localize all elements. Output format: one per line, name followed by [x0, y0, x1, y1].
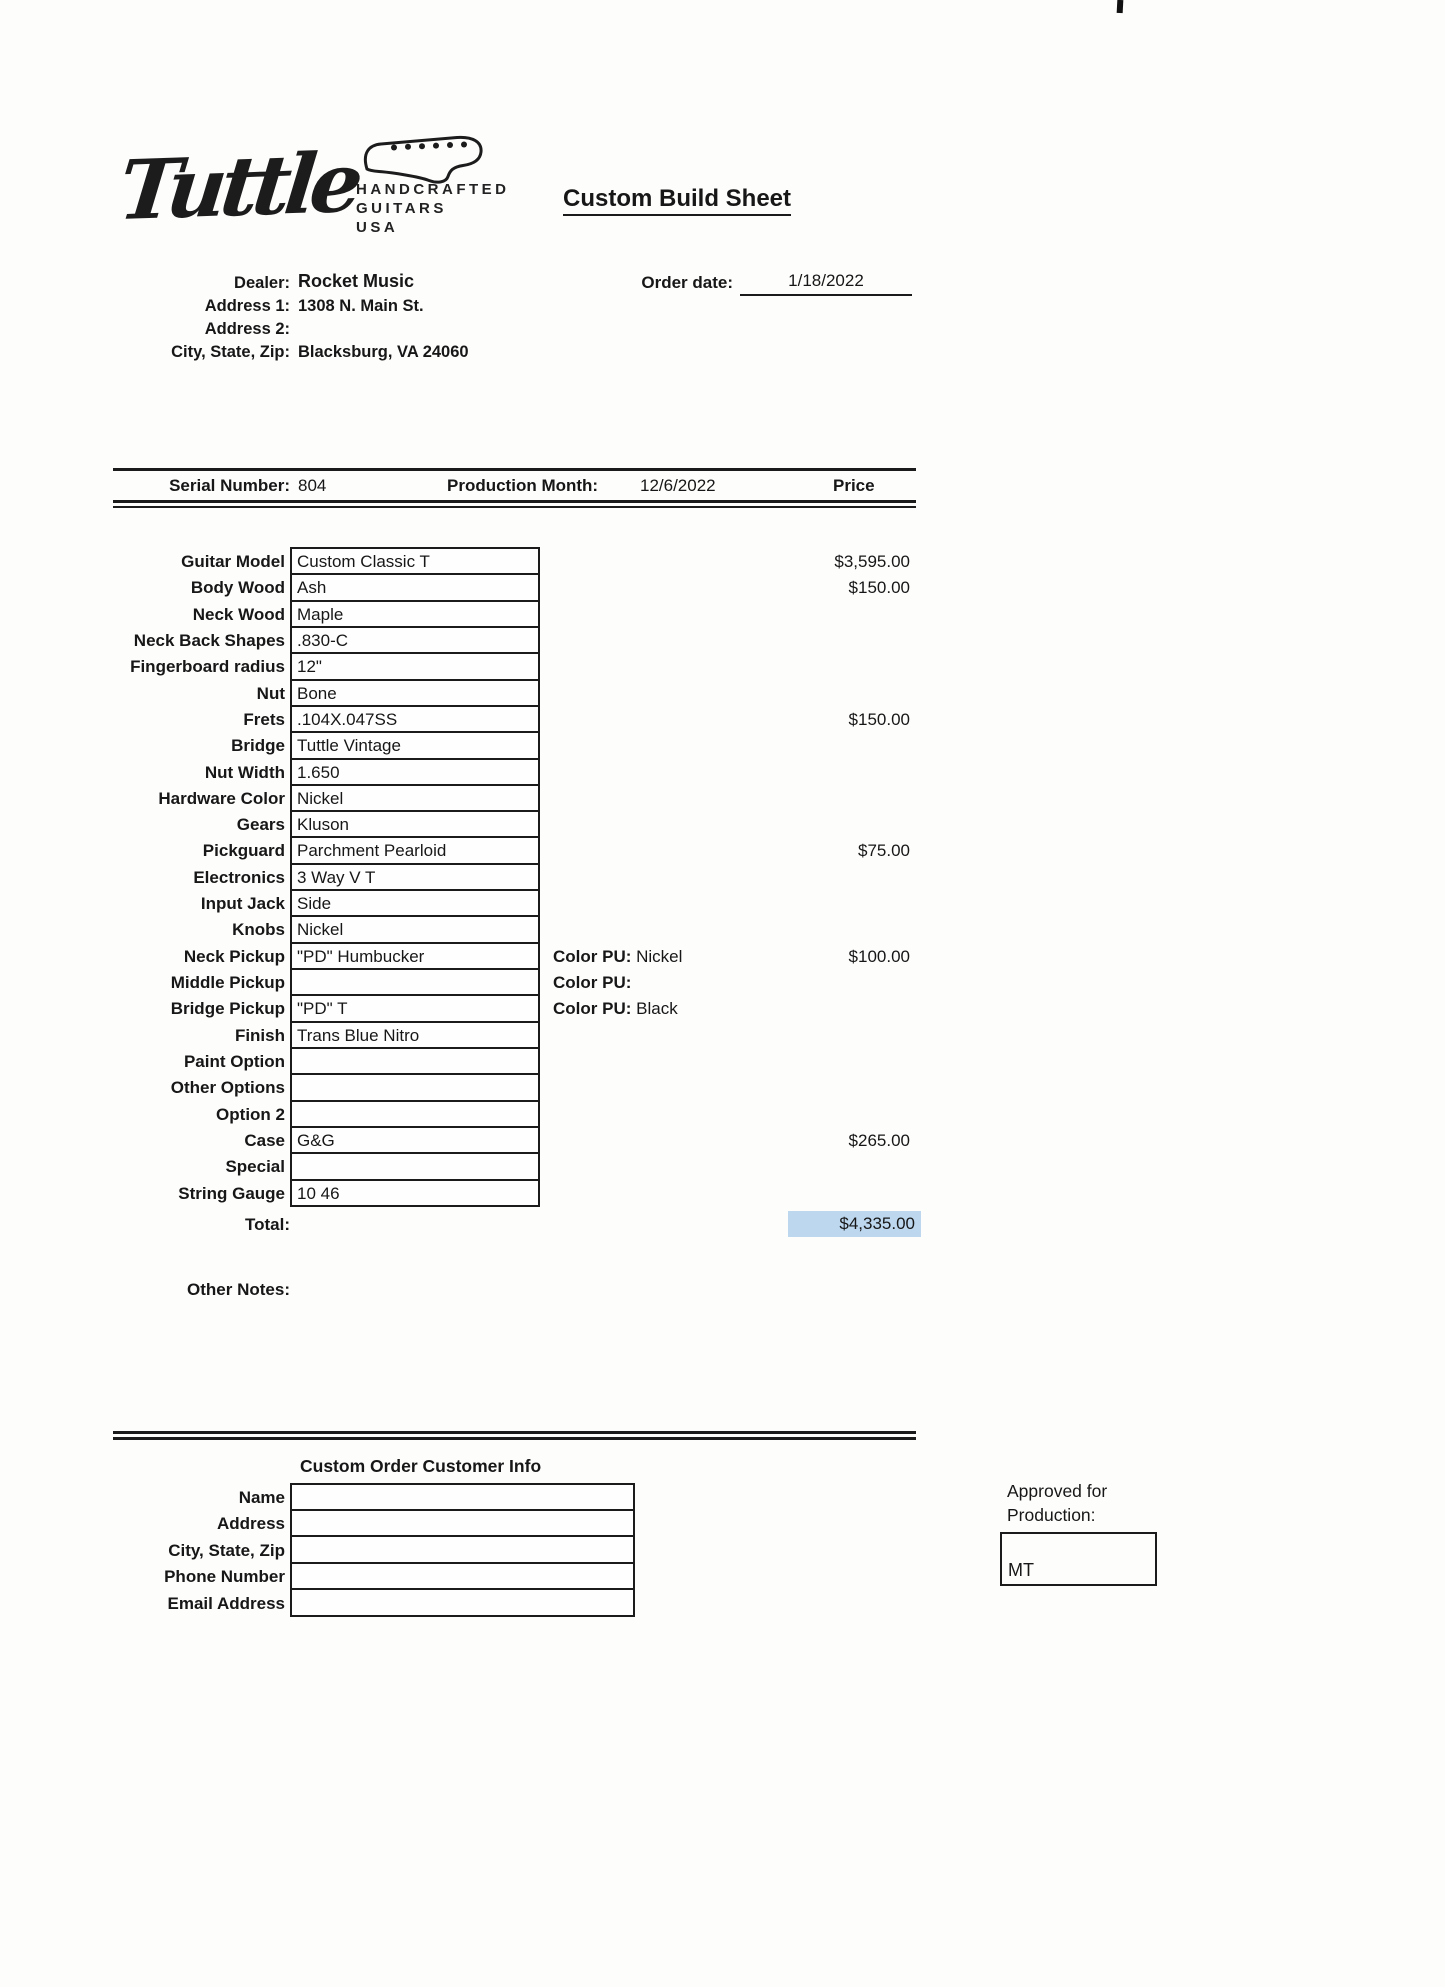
spec-color-pu [540, 654, 765, 680]
spec-color-pu [540, 707, 765, 733]
spec-field-label: Nut [256, 683, 285, 703]
spec-value-field: Kluson [290, 810, 540, 838]
logo-tagline-line2: GUITARS [356, 200, 447, 217]
spec-color-pu [540, 865, 765, 891]
spec-field-label: Neck Wood [192, 604, 285, 624]
spec-price [765, 865, 910, 891]
spec-field-label: Pickguard [202, 841, 285, 861]
guitar-headstock-icon [360, 134, 490, 186]
total-label: Total: [244, 1215, 290, 1234]
spec-value-field: .830-C [290, 626, 540, 654]
spec-field-label: Nut Width [204, 762, 285, 782]
color-pu-value: Nickel [636, 946, 683, 966]
spec-value-field: .104X.047SS [290, 705, 540, 733]
spec-field-label: Neck Pickup [183, 946, 285, 966]
approved-for-label-line2: Production: [1007, 1505, 1096, 1525]
spec-row [115, 917, 910, 943]
spec-price [765, 970, 910, 996]
spec-value-field: 3 Way V T [290, 863, 540, 891]
customer-info-table [115, 1485, 640, 1617]
spec-price [765, 891, 910, 917]
price-column-header: Price [833, 476, 875, 495]
spec-color-pu [540, 786, 765, 812]
total-price-box: $4,335.00 [788, 1211, 921, 1237]
spec-row [115, 786, 910, 812]
spec-field-label: Gears [236, 815, 285, 835]
spec-color-pu [540, 996, 765, 1022]
spec-color-pu [540, 1023, 765, 1049]
logo-tagline [356, 180, 510, 237]
customer-field-label: Email Address [167, 1593, 285, 1613]
spec-row [115, 1049, 910, 1075]
serial-number-value: 804 [298, 476, 327, 495]
dealer-label: Dealer: [234, 274, 290, 292]
spec-price [765, 1154, 910, 1180]
spec-field-label: Bridge Pickup [170, 999, 285, 1019]
spec-field-label: Option 2 [216, 1104, 285, 1124]
address1-label: Address 1: [204, 297, 290, 315]
spec-color-pu [540, 891, 765, 917]
serial-bar-bottom-rule-2 [113, 506, 916, 508]
spec-color-pu [540, 681, 765, 707]
customer-info-row [115, 1591, 640, 1617]
spec-row [115, 970, 910, 996]
spec-row [115, 549, 910, 575]
spec-value-field [290, 1073, 540, 1101]
spec-field-label: Fingerboard radius [130, 657, 285, 677]
spec-field-label: Body Wood [190, 578, 285, 598]
spec-value-field: Custom Classic T [290, 547, 540, 575]
customer-info-row [115, 1485, 640, 1511]
customer-value-field [290, 1535, 635, 1564]
customer-value-field [290, 1562, 635, 1591]
customer-info-row [115, 1511, 640, 1537]
spec-color-pu [540, 917, 765, 943]
spec-row [115, 707, 910, 733]
spec-price [765, 812, 910, 838]
spec-color-pu [540, 760, 765, 786]
spec-field-label: Case [244, 1130, 285, 1150]
customer-value-field [290, 1588, 635, 1617]
spec-row [115, 760, 910, 786]
approved-initials: MT [1008, 1560, 1034, 1580]
city-state-zip-value: Blacksburg, VA 24060 [298, 343, 469, 361]
logo-tagline-line3: USA [356, 219, 399, 236]
spec-row [115, 1023, 910, 1049]
spec-field-label: String Gauge [178, 1183, 285, 1203]
dealer-value: Rocket Music [298, 271, 415, 291]
spec-price: $75.00 [858, 841, 910, 861]
spec-table [115, 549, 910, 1207]
spec-field-label: Input Jack [200, 894, 285, 914]
spec-row [115, 681, 910, 707]
customer-field-label: City, State, Zip [168, 1540, 285, 1560]
spec-value-field: Nickel [290, 784, 540, 812]
spec-row [115, 1075, 910, 1101]
spec-color-pu [540, 602, 765, 628]
spec-field-label: Finish [234, 1025, 285, 1045]
spec-price [765, 786, 910, 812]
scan-artifact-mark [1117, 0, 1124, 13]
spec-value-field: "PD" T [290, 994, 540, 1022]
spec-value-field: Parchment Pearloid [290, 836, 540, 864]
spec-price [765, 1102, 910, 1128]
production-month-label: Production Month: [447, 476, 599, 495]
spec-field-label: Frets [243, 709, 285, 729]
spec-value-field: Ash [290, 573, 540, 601]
spec-color-pu [540, 1181, 765, 1207]
spec-row [115, 1154, 910, 1180]
section-divider-rule-2 [113, 1437, 916, 1440]
spec-price: $150.00 [848, 709, 910, 729]
spec-value-field: Trans Blue Nitro [290, 1021, 540, 1049]
spec-field-label: Other Options [170, 1078, 285, 1098]
spec-row [115, 575, 910, 601]
spec-value-field: 12" [290, 652, 540, 680]
spec-row [115, 602, 910, 628]
spec-price [765, 681, 910, 707]
spec-row [115, 996, 910, 1022]
spec-row [115, 865, 910, 891]
spec-value-field [290, 1152, 540, 1180]
spec-color-pu [540, 549, 765, 575]
spec-color-pu [540, 970, 765, 996]
customer-field-label: Phone Number [164, 1567, 285, 1587]
spec-color-pu [540, 838, 765, 864]
spec-value-field: Tuttle Vintage [290, 731, 540, 759]
spec-value-field: 1.650 [290, 758, 540, 786]
order-date-label: Order date: [641, 273, 733, 292]
color-pu-label: Color PU: [553, 946, 632, 966]
page-title: Custom Build Sheet [563, 185, 791, 216]
spec-row [115, 944, 910, 970]
color-pu-value: Black [636, 999, 678, 1019]
address2-label: Address 2: [204, 320, 290, 338]
customer-field-label: Name [238, 1488, 285, 1507]
spec-price [765, 760, 910, 786]
spec-row [115, 628, 910, 654]
spec-color-pu [540, 944, 765, 970]
spec-value-field: Nickel [290, 915, 540, 943]
spec-value-field [290, 1100, 540, 1128]
spec-field-label: Knobs [232, 920, 285, 940]
section-divider-rule-1 [113, 1431, 916, 1434]
spec-color-pu [540, 1102, 765, 1128]
spec-row [115, 838, 910, 864]
spec-value-field [290, 968, 540, 996]
spec-price [765, 733, 910, 759]
customer-info-title: Custom Order Customer Info [300, 1456, 542, 1476]
serial-bar-bottom-rule-1 [113, 500, 916, 503]
city-state-zip-label: City, State, Zip: [171, 343, 290, 361]
spec-row [115, 654, 910, 680]
spec-row [115, 1128, 910, 1154]
serial-number-label: Serial Number: [169, 476, 290, 495]
serial-bar-top-rule [113, 468, 916, 471]
spec-row [115, 1102, 910, 1128]
spec-price [765, 996, 910, 1022]
customer-value-field [290, 1483, 635, 1512]
spec-field-label: Neck Back Shapes [133, 630, 285, 650]
spec-color-pu [540, 1075, 765, 1101]
spec-color-pu [540, 1049, 765, 1075]
spec-field-label: Special [225, 1157, 285, 1177]
logo-tagline-line1: HANDCRAFTED [356, 181, 510, 198]
spec-price: $100.00 [848, 946, 910, 966]
spec-value-field: "PD" Humbucker [290, 942, 540, 970]
approved-for-label-line1: Approved for [1007, 1481, 1108, 1501]
other-notes-label: Other Notes: [187, 1280, 290, 1299]
spec-value-field: Bone [290, 679, 540, 707]
spec-field-label: Bridge [231, 736, 285, 756]
production-month-value: 12/6/2022 [640, 476, 716, 495]
spec-value-field: G&G [290, 1126, 540, 1154]
spec-value-field: Maple [290, 600, 540, 628]
color-pu-label: Color PU: [553, 973, 632, 992]
spec-color-pu [540, 575, 765, 601]
spec-row [115, 812, 910, 838]
spec-price [765, 1181, 910, 1207]
spec-price [765, 602, 910, 628]
spec-price [765, 654, 910, 680]
spec-price [765, 917, 910, 943]
spec-price [765, 1023, 910, 1049]
spec-price [765, 1075, 910, 1101]
spec-row [115, 1181, 910, 1207]
spec-price [765, 1049, 910, 1075]
spec-row [115, 733, 910, 759]
spec-price: $3,595.00 [834, 552, 910, 571]
spec-color-pu [540, 812, 765, 838]
customer-field-label: Address [216, 1514, 285, 1534]
spec-value-field [290, 1047, 540, 1075]
spec-color-pu [540, 628, 765, 654]
spec-row [115, 891, 910, 917]
spec-field-label: Electronics [193, 867, 285, 887]
customer-info-row [115, 1564, 640, 1590]
spec-field-label: Guitar Model [181, 552, 285, 571]
spec-price [765, 628, 910, 654]
spec-field-label: Middle Pickup [170, 973, 285, 992]
spec-field-label: Paint Option [183, 1051, 285, 1071]
order-date-value: 1/18/2022 [740, 268, 912, 296]
spec-value-field: 10 46 [290, 1179, 540, 1207]
approved-for-production-box [1000, 1532, 1157, 1586]
spec-price: $265.00 [848, 1130, 910, 1150]
spec-color-pu [540, 733, 765, 759]
tuttle-logo-text: Tuttle [114, 134, 362, 240]
customer-value-field [290, 1509, 635, 1538]
customer-info-row [115, 1538, 640, 1564]
spec-price: $150.00 [848, 578, 910, 598]
spec-color-pu [540, 1128, 765, 1154]
spec-color-pu [540, 1154, 765, 1180]
spec-field-label: Hardware Color [158, 788, 285, 808]
address1-value: 1308 N. Main St. [298, 297, 424, 315]
color-pu-label: Color PU: [553, 999, 632, 1019]
spec-value-field: Side [290, 889, 540, 917]
